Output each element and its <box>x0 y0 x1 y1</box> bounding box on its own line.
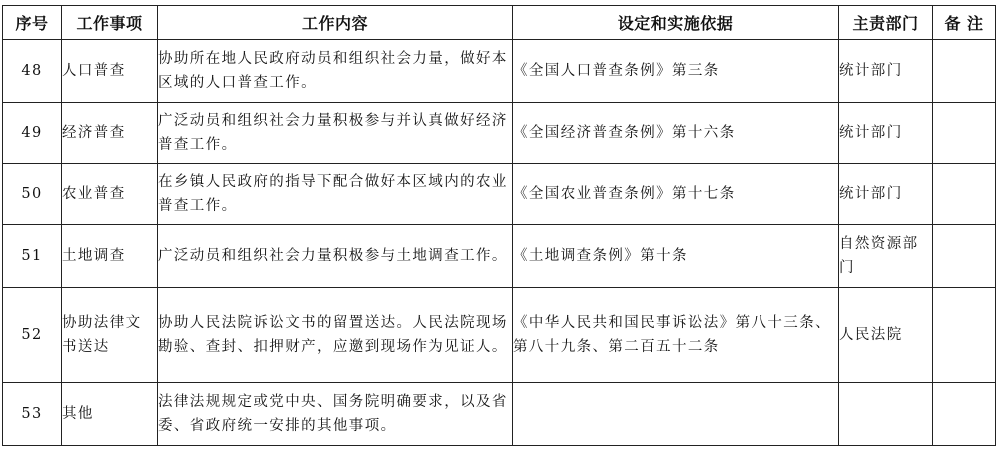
row-dept: 统计部门 <box>839 40 933 103</box>
header-content: 工作内容 <box>158 6 513 40</box>
row-basis: 《全国农业普查条例》第十七条 <box>513 164 839 225</box>
row-note <box>933 288 996 383</box>
row-item: 协助法律文书送达 <box>62 288 158 383</box>
row-content: 广泛动员和组织社会力量积极参与土地调查工作。 <box>158 225 513 288</box>
row-seq: 53 <box>3 383 62 446</box>
table-row <box>3 288 996 383</box>
row-seq: 51 <box>3 225 62 288</box>
header-note: 备 注 <box>933 6 996 40</box>
table-row <box>3 164 996 225</box>
header-basis: 设定和实施依据 <box>513 6 839 40</box>
table-row <box>3 40 996 103</box>
row-dept: 自然资源部门 <box>839 225 933 288</box>
row-content: 广泛动员和组织社会力量积极参与并认真做好经济普查工作。 <box>158 103 513 164</box>
row-note <box>933 103 996 164</box>
header-item: 工作事项 <box>62 6 158 40</box>
row-content: 法律法规规定或党中央、国务院明确要求，以及省委、省政府统一安排的其他事项。 <box>158 383 513 446</box>
row-basis <box>513 383 839 446</box>
row-item: 经济普查 <box>62 103 158 164</box>
row-content: 在乡镇人民政府的指导下配合做好本区域内的农业普查工作。 <box>158 164 513 225</box>
header-seq: 序号 <box>3 6 62 40</box>
row-item: 土地调查 <box>62 225 158 288</box>
row-item: 其他 <box>62 383 158 446</box>
table-row <box>3 103 996 164</box>
row-dept: 统计部门 <box>839 103 933 164</box>
row-content: 协助所在地人民政府动员和组织社会力量，做好本区域的人口普查工作。 <box>158 40 513 103</box>
row-note <box>933 164 996 225</box>
table-header-row <box>3 6 996 40</box>
row-item: 人口普查 <box>62 40 158 103</box>
row-seq: 49 <box>3 103 62 164</box>
row-seq: 52 <box>3 288 62 383</box>
row-dept: 统计部门 <box>839 164 933 225</box>
row-basis: 《土地调查条例》第十条 <box>513 225 839 288</box>
header-dept: 主责部门 <box>839 6 933 40</box>
table-row <box>3 383 996 446</box>
row-basis: 《中华人民共和国民事诉讼法》第八十三条、第八十九条、第二百五十二条 <box>513 288 839 383</box>
table-row <box>3 225 996 288</box>
row-note <box>933 225 996 288</box>
responsibility-table <box>2 5 996 446</box>
row-seq: 50 <box>3 164 62 225</box>
row-content: 协助人民法院诉讼文书的留置送达。人民法院现场勘验、查封、扣押财产，应邀到现场作为见证人。 <box>158 288 513 383</box>
row-basis: 《全国人口普查条例》第三条 <box>513 40 839 103</box>
row-note <box>933 383 996 446</box>
row-seq: 48 <box>3 40 62 103</box>
row-item: 农业普查 <box>62 164 158 225</box>
row-note <box>933 40 996 103</box>
row-basis: 《全国经济普查条例》第十六条 <box>513 103 839 164</box>
row-dept <box>839 383 933 446</box>
row-dept: 人民法院 <box>839 288 933 383</box>
